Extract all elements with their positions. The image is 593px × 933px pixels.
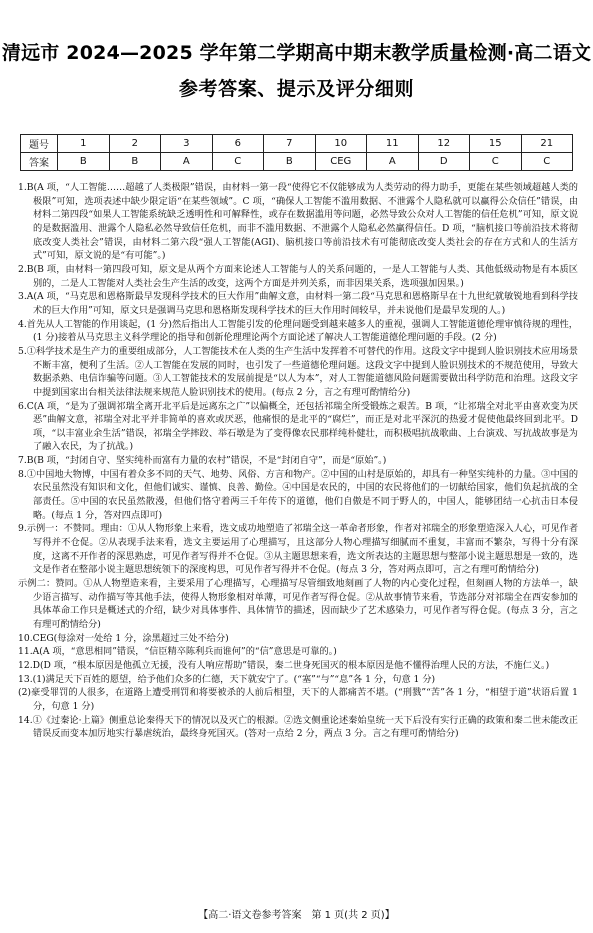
answer-paragraph: 3.A(A 项，“马克思和恩格斯最早发现科学技术的巨大作用”曲解文意，由材料一第二段“马克思和恩格斯早在十九世纪就敏锐地看到科学技术的巨大作用”可知，原文只是强调马克思和恩格斯发现科学技术的巨大作用时间较早，并未说他们是最早发现的人。) [18,291,578,316]
page-subtitle: 参考答案、提示及评分细则 [178,78,415,100]
answer-paragraph: 9.示例一：不赞同。理由：①从人物形象上来看，选文成功地塑造了祁瑞全这一革命者形象，作者对祁瑞全的形象塑造深入人心，可见作者写得并不仓促。②从表现手法来看，选文主要运用了心理描写，且这部分人物心理描写细腻而不重复，丰富而不繁杂，写得十分有深度，这离不开作者的深思熟虑，可见作者写得并不仓促。③从主题思想来看，选文所表达的主题思想与整部小说主题思想是一致的，选文是作者在整部小说主题思想统领下的深度构思，可见作者写得并不仓促。(每点 3 分，答对两点即可，言之有理可酌情给分) [18,523,579,576]
answer-cell: CEG [315,153,367,171]
answer-paragraph: 7.B(B 项，“封闭自守、坚实纯朴而富有力量的农村”错误，不是“封闭自守”，而是“原始”。) [18,455,387,467]
answer-table-number-row [21,135,573,153]
question-number-cell: 12 [418,135,470,153]
answer-paragraph: 示例二：赞同。①从人物塑造来看，主要采用了心理描写，心理描写尽管细致地刻画了人物的内心变化过程，但刻画人物的方法单一，缺少语言描写、动作描写等其他手法，使得人物形象相对单薄，可见作者写得仓促。②从故事情节来看，节选部分对祁瑞全在西安参加的具体革命工作只是概述式的介绍，缺少对具体事件、具体情节的描述，因而缺少了艺术感染力，可见作者写得仓促。(每点 3 分，言之有理可酌情给分) [18,578,578,630]
answer-explanations [18,181,578,741]
answer-paragraph: 2.B(B 项，由材料一第四段可知，原文是从两个方面来论述人工智能与人的关系问题的，一是人工智能与人类、其他低级动物是有本质区别的，二是人工智能对人类社会生产生活的改变，这两个方面是并列关系，而非因果关系，选项强加因果。) [18,263,578,289]
answer-table [20,134,573,171]
answer-paragraph: 5.①科学技术是生产力的重要组成部分，人工智能技术在人类的生产生活中发挥着不可替代的作用。这段文字中提到人脸识别技术应用场景不断丰富，便利了生活。②人工智能在发展的同时，也引发了一些道德伦理问题。这段文字中提到人脸识别技术的不规范使用，导致大数据杀熟、电信诈骗等问题。③人工智能技术的发展前提是“以人为本”，对人工智能道德风险问题需要做出科学防范和治理。这段文字中提到国家出台相关法律法规来规范人脸识别技术的使用。(每点 2 分，言之有理可酌情给分) [18,345,579,398]
question-number-cell: 6 [212,135,264,153]
answer-cell: C [212,153,264,171]
row-header-answer: 答案 [21,153,58,171]
answer-table-answer-row [21,153,573,171]
answer-cell: B [109,153,161,171]
answer-cell: B [264,153,316,171]
answer-cell: C [521,153,573,171]
answer-paragraph: 14.①《过秦论·上篇》侧重总论秦得天下的情况以及灭亡的根源。②选文侧重论述秦始皇统一天下后没有实行正确的政策和秦二世未能改正错误反而变本加厉地实行暴虐统治，最终身死国灭。(答对一点给 2 分，两点 3 分。言之有理可酌情给分) [18,714,578,740]
question-number-cell: 1 [58,135,110,153]
answer-paragraph: 13.(1)满足天下百姓的愿望，给予他们众多的仁德，天下就安宁了。(“塞”“与”“息”各 1 分，句意 1 分) [18,673,436,685]
answer-paragraph: 11.A(A 项，“意思相同”错误，“信臣精卒陈利兵而谁何”的“信”意思是可靠的。) [18,646,337,658]
answer-paragraph: 12.D(D 项，“根本原因是他孤立无援，没有人响应帮助”错误，秦二世身死国灭的根本原因是他不懂得治理人民的方法，不施仁义。) [18,659,550,671]
answer-paragraph: (2)豪受罪罚的人很多，在道路上遭受刑罚和将要被杀的人前后相望，天下的人都痛苦不堪。(“刑戮”“苦”各 1 分，“相望于道”状语后置 1 分，句意 1 分) [18,687,578,712]
row-header-number: 题号 [21,135,58,153]
question-number-cell: 3 [161,135,213,153]
answer-cell: B [58,153,110,171]
question-number-cell: 21 [521,135,573,153]
question-number-cell: 11 [367,135,419,153]
question-number-cell: 7 [264,135,316,153]
answer-paragraph: 4.首先从人工智能的作用谈起，(1 分)然后指出人工智能引发的伦理问题受到越来越多人的重视，强调人工智能道德伦理审慎待规的理性，(1 分)接着从马克思主义科学理论的指导和创新伦理理论两个方面论述了解决人工智能道德伦理问题的手段。(2 分) [18,318,578,344]
answer-cell: C [470,153,522,171]
answer-paragraph: 1.B(A 项，“人工智能……超越了人类极限”错误，由材料一第一段“使得它不仅能够成为人类劳动的得力助手，更能在某些领域超越人类的极限”可知，选项表述中缺少限定语“在某些领域”。C 项，“确保人工智能不滥用数据、不泄露个人隐私就可以赢得公众信任”错误，由材料二第四段“如果人工智能系统缺乏透明性和可解释性，或存在数据滥用等问题，必然导致公众对人工智能的信任危机”可知，原文说的是数据滥用、泄露个人隐私必然导致信任危机，而非不滥用数据、不泄露个人隐私必然赢得信任。D 项，“脑机接口等前沿技术将彻底改变人类社会”错误，由材料二第六段“强人工智能(AGI)、脑机接口等前沿技术有可能彻底改变人类社会的存在方式和人的生活方式”可知，原文说的是“有可能”。) [18,182,578,262]
answer-cell: D [418,153,470,171]
question-number-cell: 15 [470,135,522,153]
answer-cell: A [161,153,213,171]
answer-paragraph: 6.C(A 项，“是为了强调祁瑞全离开北平后是远离东之广”以偏概全，还包括祁瑞全所受锻炼之艰苦。B 项，“让祁瑞全对北平由喜欢变为厌恶”曲解文意，祁瑞全对北平并非简单的喜欢或厌恶，他痛恨的是北平的“腐烂”，而正是对北平深沉的热爱才促使他最终回到北平。D 项，“以丰富业余生活”错误，祁瑞全学摔跤、举石墩是为了变得像农民那样纯朴健壮，而积极唱抗战歌曲、上台演戏、写抗战故事是为了融入农民，为了抗战。) [18,400,578,453]
page-footer: 【高二·语文卷参考答案 第 1 页(共 2 页)】 [198,910,395,921]
answer-paragraph: 8.①中国地大物博，中国有着众多不同的天气、地势、风俗、方言和物产。②中国的山村是原始的，却具有一种坚实纯朴的力量。③中国的农民虽然没有知识和文化，但他们诚实、谨慎、良善、勤俭。④中国是农民的，中国的农民将他们的一切献给国家，他们负起抗战的全部责任。⑤中国的农民虽然散漫，但他们恪守着两三千年传下的道德，他们自傲是不同于野人的，中国人，能够团结一心抗击日本侵略。(每点 1 分，答对四点即可) [18,468,579,521]
answer-cell: A [367,153,419,171]
question-number-cell: 10 [315,135,367,153]
question-number-cell: 2 [109,135,161,153]
page-title: 清远市 2024—2025 学年第二学期高中期末教学质量检测·高二语文 [1,42,592,64]
answer-paragraph: 10.CEG(每涂对一处给 1 分，涂黑超过三处不给分) [18,632,229,644]
